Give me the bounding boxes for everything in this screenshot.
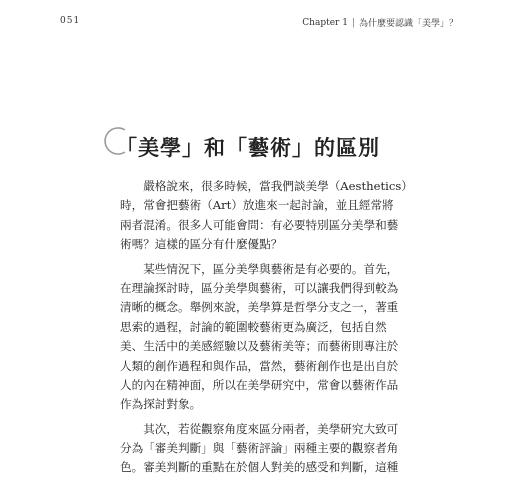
- text-line: 在理論探討時，區分美學與藝術，可以讓我們得到較為: [120, 280, 399, 295]
- text-line: 嚴格說來，很多時候，當我們談美學（Aesthetics）: [120, 179, 413, 193]
- chapter-label: Chapter 1: [302, 17, 348, 28]
- text-line: 其次，若從觀察角度來區分兩者，美學研究大致可: [120, 421, 399, 436]
- chapter-title: 為什麼要認識「美學」？: [358, 19, 458, 29]
- text-line: 人的內在精神面，所以在美學研究中，常會以藝術作品: [120, 377, 399, 392]
- page-number: 051: [60, 16, 81, 26]
- text-line: 兩者混淆。很多人可能會問：有必要特別區分美學和藝: [120, 217, 399, 232]
- header-separator: |: [351, 17, 355, 28]
- paragraph: [120, 177, 413, 255]
- section-heading: [116, 132, 380, 162]
- running-header: [302, 16, 458, 29]
- paragraph: [120, 260, 405, 415]
- paragraph: [120, 420, 405, 478]
- text-line: 作為探討對象。: [120, 397, 202, 412]
- text-line: 某些情況下，區分美學與藝術是有必要的。首先，: [120, 261, 399, 276]
- section-title: 「美學」和「藝術」的區別: [116, 135, 380, 160]
- text-line: 人類的創作過程和與作品，當然，藝術創作也是出自於: [120, 358, 399, 373]
- text-line: 色。審美判斷的重點在於個人對美的感受和判斷，這種: [120, 460, 399, 475]
- text-line: 分為「審美判斷」與「藝術評論」兩種主要的觀察者角: [120, 441, 399, 456]
- text-line: 術嗎？這樣的區分有什麼優點？: [120, 237, 283, 252]
- text-line: 思索的過程，討論的範圍較藝術更為廣泛，包括自然: [120, 319, 387, 334]
- text-line: 清晰的概念。舉例來說，美學算是哲學分支之一，著重: [120, 300, 399, 315]
- text-line: 時，常會把藝術（Art）放進來一起討論，並且經常將: [120, 198, 394, 213]
- body-text: [120, 177, 413, 478]
- text-line: 美、生活中的美感經驗以及藝術美等；而藝術則專注於: [120, 339, 399, 354]
